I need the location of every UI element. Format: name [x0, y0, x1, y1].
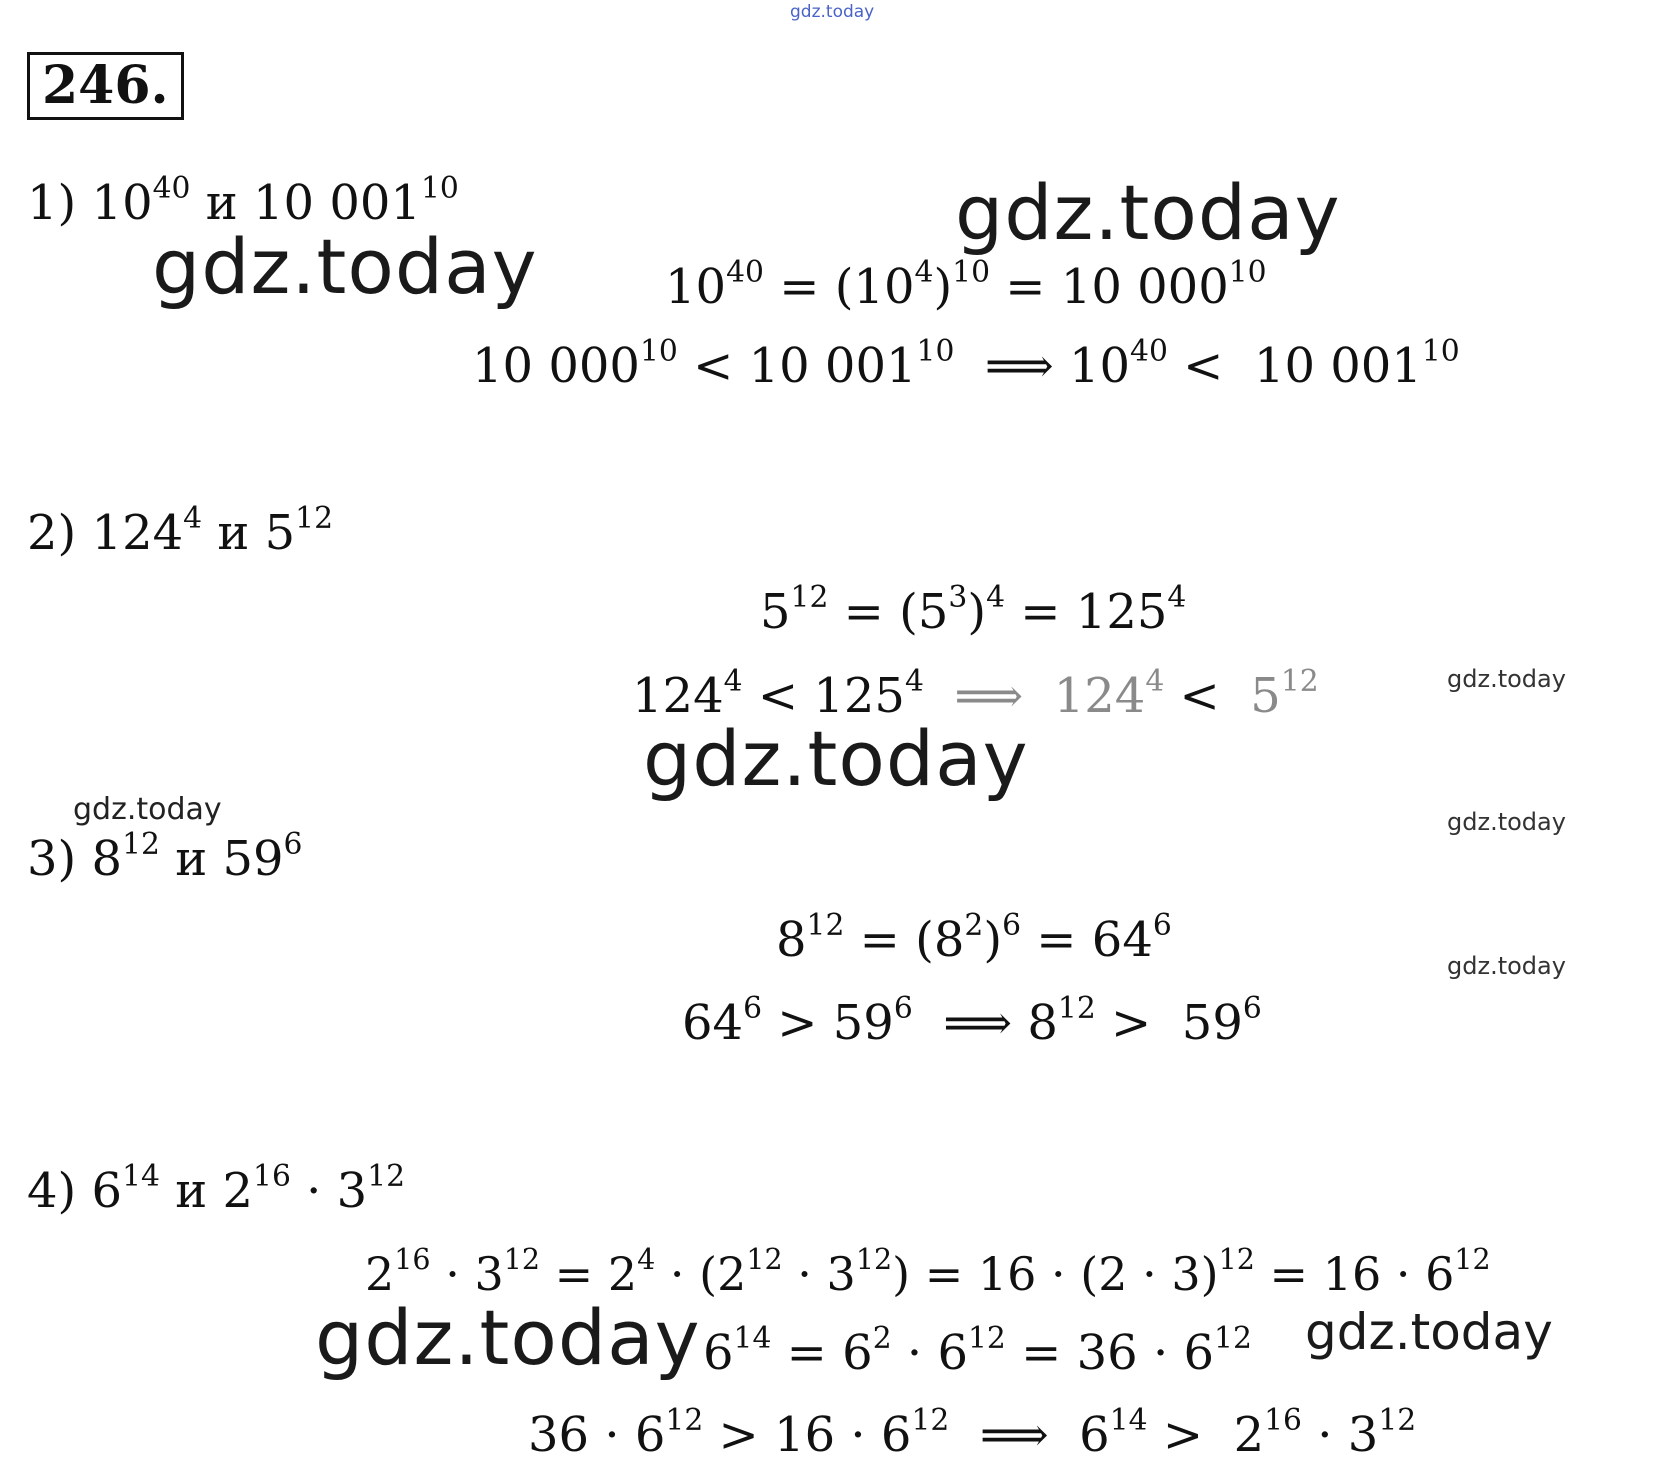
task-3-step-1: $8^{12} = (8^2)^6 = 64^6$: [776, 907, 1172, 968]
watermark-large-1: gdz.today: [955, 168, 1341, 257]
task-1-label: 1): [27, 175, 77, 231]
watermark-large-3: gdz.today: [643, 714, 1029, 803]
watermark-small-4: gdz.today: [1447, 952, 1566, 980]
task-4-step-1: $2^{16} \cdot 3^{12} = 2^4 \cdot (2^{12} \cdot 3^{12}) = 16 \cdot (2 \cdot 3)^{12} = 16 \cdot 6^{12}$: [365, 1243, 1491, 1301]
task-1-step-2: 10 $000^{10} < 10$ $001^{10}$ ⟹ $10^{40} < 10$ $001^{10}$: [472, 333, 1460, 394]
watermark-large-2: gdz.today: [152, 222, 538, 311]
watermark-large-4: gdz.today: [315, 1293, 701, 1382]
watermark-small-3: gdz.today: [1447, 808, 1566, 836]
task-3-step-2: $64^6 > 59^6$ ⟹ $8^{12} > 59^6$: [682, 990, 1262, 1051]
task-3-statement: 3) $8^{12}$ и $59^6$: [27, 826, 303, 887]
problem-number: 246.: [27, 52, 184, 120]
watermark-medium: gdz.today: [1305, 1303, 1553, 1361]
task-2-step-1: $5^{12} = (5^3)^4 = 125^4$: [760, 579, 1187, 640]
header-watermark: gdz.today: [790, 2, 875, 22]
task-2-label: 2): [27, 505, 77, 561]
task-4-statement: 4) $6^{14}$ и $2^{16} \cdot 3^{12}$: [27, 1158, 406, 1219]
task-1-statement: 1) $10^{40}$ и 10 $001^{10}$: [27, 170, 459, 231]
task-2-step-2: $124^4 < 125^4$ ⟹ $124^4 < 5^{12}$: [632, 663, 1319, 724]
watermark-small-1: gdz.today: [1447, 665, 1566, 693]
task-2-statement: 2) $124^4$ и $5^{12}$: [27, 500, 334, 561]
task-4-step-2: $6^{14} = 6^2 \cdot 6^{12} = 36 \cdot 6^{12}$: [703, 1320, 1252, 1381]
task-3-label: 3): [27, 831, 77, 887]
watermark-small-2: gdz.today: [73, 792, 222, 827]
task-4-label: 4): [27, 1163, 77, 1219]
task-1-step-1: $10^{40} = (10^4)^{10} = 10$ $000^{10}$: [665, 254, 1267, 315]
task-4-step-3: $36 \cdot 6^{12} > 16 \cdot 6^{12}$ ⟹ $6^{14} > 2^{16} \cdot 3^{12}$: [528, 1402, 1417, 1463]
